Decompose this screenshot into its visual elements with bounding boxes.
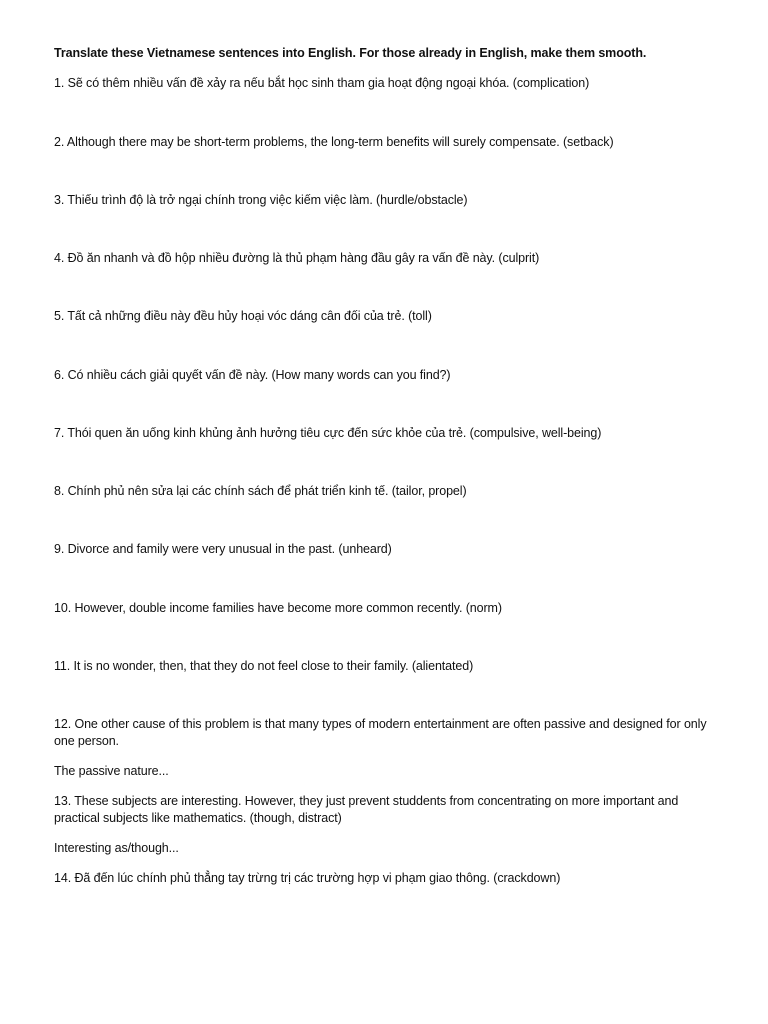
exercise-item-14: 14. Đã đến lúc chính phủ thẳng tay trừng trị các trường hợp vi phạm giao thông. (crackdown): [54, 871, 561, 885]
exercise-item-9: 9. Divorce and family were very unusual in the past. (unheard): [54, 542, 392, 556]
exercise-item-11: 11. It is no wonder, then, that they do not feel close to their family. (alientated): [54, 659, 474, 673]
instruction-heading: Translate these Vietnamese sentences into English. For those already in English, make them smooth.: [54, 46, 647, 60]
hint-item-12: The passive nature...: [54, 764, 169, 778]
exercise-item-2: 2. Although there may be short-term problems, the long-term benefits will surely compensate. (setback): [54, 135, 614, 149]
exercise-item-1: 1. Sẽ có thêm nhiều vấn đề xảy ra nếu bắt học sinh tham gia hoạt động ngoại khóa. (complication): [54, 76, 590, 90]
exercise-item-7: 7. Thói quen ăn uống kinh khủng ảnh hưởng tiêu cực đến sức khỏe của trẻ. (compulsive, well-being): [54, 426, 602, 440]
exercise-item-6: 6. Có nhiều cách giải quyết vấn đề này. (How many words can you find?): [54, 368, 451, 382]
exercise-item-12: 12. One other cause of this problem is that many types of modern entertainment are often passive and designed for only one person.: [54, 717, 707, 748]
exercise-item-8: 8. Chính phủ nên sửa lại các chính sách để phát triển kinh tế. (tailor, propel): [54, 484, 467, 498]
exercise-item-10: 10. However, double income families have become more common recently. (norm): [54, 601, 502, 615]
exercise-item-13: 13. These subjects are interesting. However, they just prevent studdents from concentrating on more important and practical subjects like mathematics. (though, distract): [54, 794, 679, 825]
hint-item-13: Interesting as/though...: [54, 841, 179, 855]
exercise-item-5: 5. Tất cả những điều này đều hủy hoại vóc dáng cân đối của trẻ. (toll): [54, 309, 432, 323]
exercise-item-4: 4. Đồ ăn nhanh và đồ hộp nhiều đường là thủ phạm hàng đầu gây ra vấn đề này. (culprit): [54, 251, 540, 265]
exercise-item-3: 3. Thiếu trình độ là trở ngại chính trong việc kiếm việc làm. (hurdle/obstacle): [54, 193, 468, 207]
